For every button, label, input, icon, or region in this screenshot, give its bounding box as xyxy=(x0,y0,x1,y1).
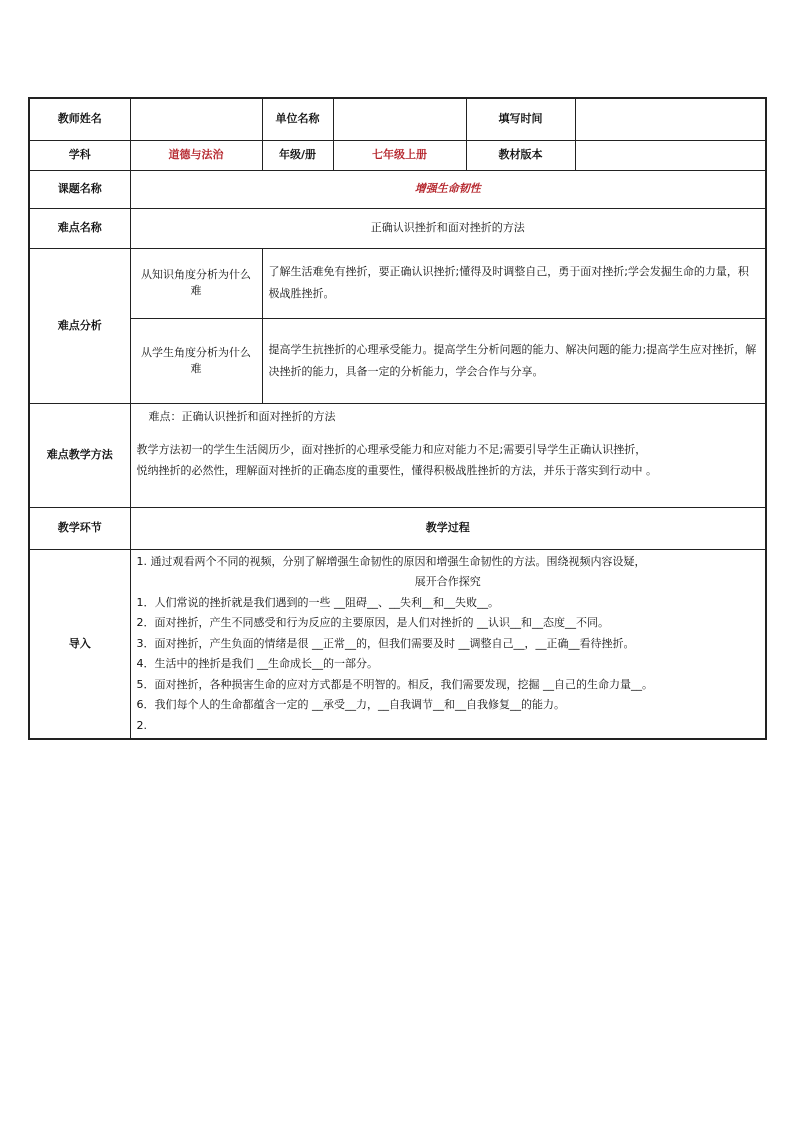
grade-label: 年级/册 xyxy=(262,140,333,170)
intro-line-8: 6．我们每个人的生命都蕴含一定的 __承受__力，__自我调节__和__自我修复__的能力。 xyxy=(136,698,565,711)
knowledge-angle-label: 从知识角度分析为什么难 xyxy=(130,248,262,318)
intro-content xyxy=(130,549,766,739)
method-line-2: 教学方法初一的学生生活阅历少，面对挫折的心理承受能力和应对能力不足;需要引导学生正确认识挫折， xyxy=(136,442,647,456)
analysis-label: 难点分析 xyxy=(29,248,130,403)
topic-title: 增强生命韧性 xyxy=(130,170,766,208)
analysis-row-student xyxy=(29,318,766,403)
grade-value: 七年级上册 xyxy=(333,140,466,170)
intro-label: 导入 xyxy=(29,549,130,739)
date-value xyxy=(575,98,766,140)
intro-line-5: 3．面对挫折，产生负面的情绪是很 __正常__的，但我们需要及时 __调整自己__，__正确__看待挫折。 xyxy=(136,636,635,650)
student-angle-text: 提高学生抗挫折的心理承受能力。提高学生分析问题的能力、解决问题的能力;提高学生应对挫折，解决挫折的能力，具备一定的分析能力，学会合作与分享。 xyxy=(262,318,766,403)
intro-line-7: 5．面对挫折，各种损害生命的应对方式都是不明智的。相反，我们需要发现，挖掘 __自己的生命力量__。 xyxy=(136,677,653,691)
lesson-plan-sheet xyxy=(28,97,765,737)
difficulty-row xyxy=(29,208,766,248)
intro-row xyxy=(29,549,766,739)
teacher-label: 教师姓名 xyxy=(29,98,130,140)
teacher-value xyxy=(130,98,262,140)
edition-value xyxy=(575,140,766,170)
date-label: 填写时间 xyxy=(466,98,575,140)
topic-label: 课题名称 xyxy=(29,170,130,208)
subject-label: 学科 xyxy=(29,140,130,170)
intro-line-3: 1．人们常说的挫折就是我们遇到的一些 __阻碍__、__失利__和__失败__。 xyxy=(136,595,499,609)
method-line-3: 悦纳挫折的必然性，理解面对挫折的正确态度的重要性，懂得积极战胜挫折的方法，并乐于落实到行动中 。 xyxy=(136,463,657,477)
header-row-1 xyxy=(29,98,766,140)
knowledge-angle-text: 了解生活难免有挫折，要正确认识挫折;懂得及时调整自己，勇于面对挫折;学会发掘生命的力量，积极战胜挫折。 xyxy=(262,248,766,318)
unit-value xyxy=(333,98,466,140)
lesson-plan-table xyxy=(28,97,767,740)
method-label: 难点教学方法 xyxy=(29,403,130,507)
stage-header: 教学环节 xyxy=(29,507,130,549)
subject-value: 道德与法治 xyxy=(130,140,262,170)
method-line-1: 难点：正确认识挫折和面对挫折的方法 xyxy=(148,409,336,423)
analysis-row-knowledge xyxy=(29,248,766,318)
intro-line-4: 2．面对挫折，产生不同感受和行为反应的主要原因，是人们对挫折的 __认识__和__态度__不同。 xyxy=(136,616,609,629)
process-header-row xyxy=(29,507,766,549)
process-header: 教学过程 xyxy=(130,507,766,549)
edition-label: 教材版本 xyxy=(466,140,575,170)
header-row-2 xyxy=(29,140,766,170)
student-angle-label: 从学生角度分析为什么难 xyxy=(130,318,262,403)
method-row xyxy=(29,403,766,507)
method-content xyxy=(130,403,766,507)
topic-row xyxy=(29,170,766,208)
intro-line-2: 展开合作探究 xyxy=(414,575,481,588)
difficulty-label: 难点名称 xyxy=(29,208,130,248)
unit-label: 单位名称 xyxy=(262,98,333,140)
difficulty-value: 正确认识挫折和面对挫折的方法 xyxy=(130,208,766,248)
intro-line-9: 2. xyxy=(136,718,147,732)
intro-line-1: 1. 通过观看两个不同的视频，分别了解增强生命韧性的原因和增强生命韧性的方法。围绕视频内容设疑， xyxy=(136,554,646,568)
intro-line-6: 4．生活中的挫折是我们 __生命成长__的一部分。 xyxy=(136,657,378,670)
